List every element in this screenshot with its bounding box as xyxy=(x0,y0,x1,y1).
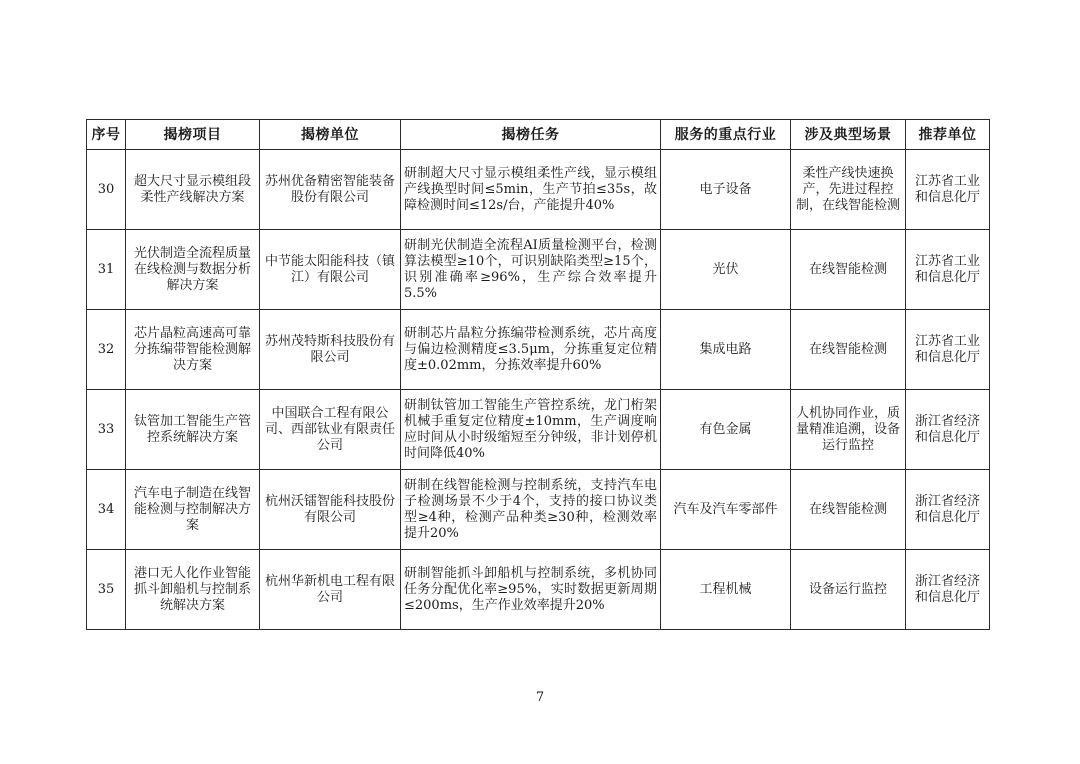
task-description: 研制超大尺寸显示模组柔性产线，显示模组产线换型时间≤5min，生产节拍≤35s，故障检测时间≤12s/台，产能提升40% xyxy=(401,150,661,230)
project-name: 芯片晶粒高速高可靠分拣编带智能检测解决方案 xyxy=(126,310,260,390)
header-seq: 序号 xyxy=(87,120,126,150)
scene: 在线智能检测 xyxy=(791,230,906,310)
industry: 电子设备 xyxy=(661,150,791,230)
task-description: 研制智能抓斗卸船机与控制系统，多机协同任务分配优化率≥95%，实时数据更新周期≤200ms，生产作业效率提升20% xyxy=(401,550,661,630)
project-table xyxy=(86,119,990,630)
unit-name: 中国联合工程有限公司、西部钛业有限责任公司 xyxy=(260,390,401,470)
header-task: 揭榜任务 xyxy=(401,120,661,150)
recommender: 浙江省经济和信息化厅 xyxy=(906,550,990,630)
task-description: 研制芯片晶粒分拣编带检测系统，芯片高度与偏边检测精度≤3.5μm，分拣重复定位精度±0.02mm，分拣效率提升60% xyxy=(401,310,661,390)
row-number: 31 xyxy=(87,230,126,310)
industry: 汽车及汽车零部件 xyxy=(661,470,791,550)
unit-name: 苏州优备精密智能装备股份有限公司 xyxy=(260,150,401,230)
unit-name: 苏州茂特斯科技股份有限公司 xyxy=(260,310,401,390)
recommender: 浙江省经济和信息化厅 xyxy=(906,470,990,550)
recommender: 江苏省工业和信息化厅 xyxy=(906,310,990,390)
table-row xyxy=(87,310,990,390)
row-number: 35 xyxy=(87,550,126,630)
task-description: 研制光伏制造全流程AI质量检测平台，检测算法模型≥10个，可识别缺陷类型≥15个，识别准确率≥96%，生产综合效率提升5.5% xyxy=(401,230,661,310)
recommender: 浙江省经济和信息化厅 xyxy=(906,390,990,470)
header-industry: 服务的重点行业 xyxy=(661,120,791,150)
row-number: 34 xyxy=(87,470,126,550)
scene: 在线智能检测 xyxy=(791,470,906,550)
project-name: 钛管加工智能生产管控系统解决方案 xyxy=(126,390,260,470)
unit-name: 杭州沃镭智能科技股份有限公司 xyxy=(260,470,401,550)
table-row xyxy=(87,470,990,550)
project-name: 超大尺寸显示模组段柔性产线解决方案 xyxy=(126,150,260,230)
page-number: 7 xyxy=(535,690,545,705)
row-number: 30 xyxy=(87,150,126,230)
row-number: 33 xyxy=(87,390,126,470)
table-row xyxy=(87,150,990,230)
industry: 光伏 xyxy=(661,230,791,310)
row-number: 32 xyxy=(87,310,126,390)
unit-name: 杭州华新机电工程有限公司 xyxy=(260,550,401,630)
scene: 柔性产线快速换产，先进过程控制，在线智能检测 xyxy=(791,150,906,230)
recommender: 江苏省工业和信息化厅 xyxy=(906,150,990,230)
header-unit: 揭榜单位 xyxy=(260,120,401,150)
table-row xyxy=(87,230,990,310)
task-description: 研制钛管加工智能生产管控系统，龙门桁架机械手重复定位精度±10mm，生产调度响应时间从小时级缩短至分钟级，非计划停机时间降低40% xyxy=(401,390,661,470)
scene: 人机协同作业，质量精准追溯，设备运行监控 xyxy=(791,390,906,470)
industry: 集成电路 xyxy=(661,310,791,390)
task-description: 研制在线智能检测与控制系统，支持汽车电子检测场景不少于4个，支持的接口协议类型≥4种，检测产品种类≥30种，检测效率提升20% xyxy=(401,470,661,550)
header-project: 揭榜项目 xyxy=(126,120,260,150)
header-recommender: 推荐单位 xyxy=(906,120,990,150)
project-name: 港口无人化作业智能抓斗卸船机与控制系统解决方案 xyxy=(126,550,260,630)
scene: 设备运行监控 xyxy=(791,550,906,630)
recommender: 江苏省工业和信息化厅 xyxy=(906,230,990,310)
table-row xyxy=(87,550,990,630)
industry: 有色金属 xyxy=(661,390,791,470)
scene: 在线智能检测 xyxy=(791,310,906,390)
industry: 工程机械 xyxy=(661,550,791,630)
unit-name: 中节能太阳能科技（镇江）有限公司 xyxy=(260,230,401,310)
header-scene: 涉及典型场景 xyxy=(791,120,906,150)
table-header-row xyxy=(87,120,990,150)
project-name: 光伏制造全流程质量在线检测与数据分析解决方案 xyxy=(126,230,260,310)
project-name: 汽车电子制造在线智能检测与控制解决方案 xyxy=(126,470,260,550)
table-row xyxy=(87,390,990,470)
